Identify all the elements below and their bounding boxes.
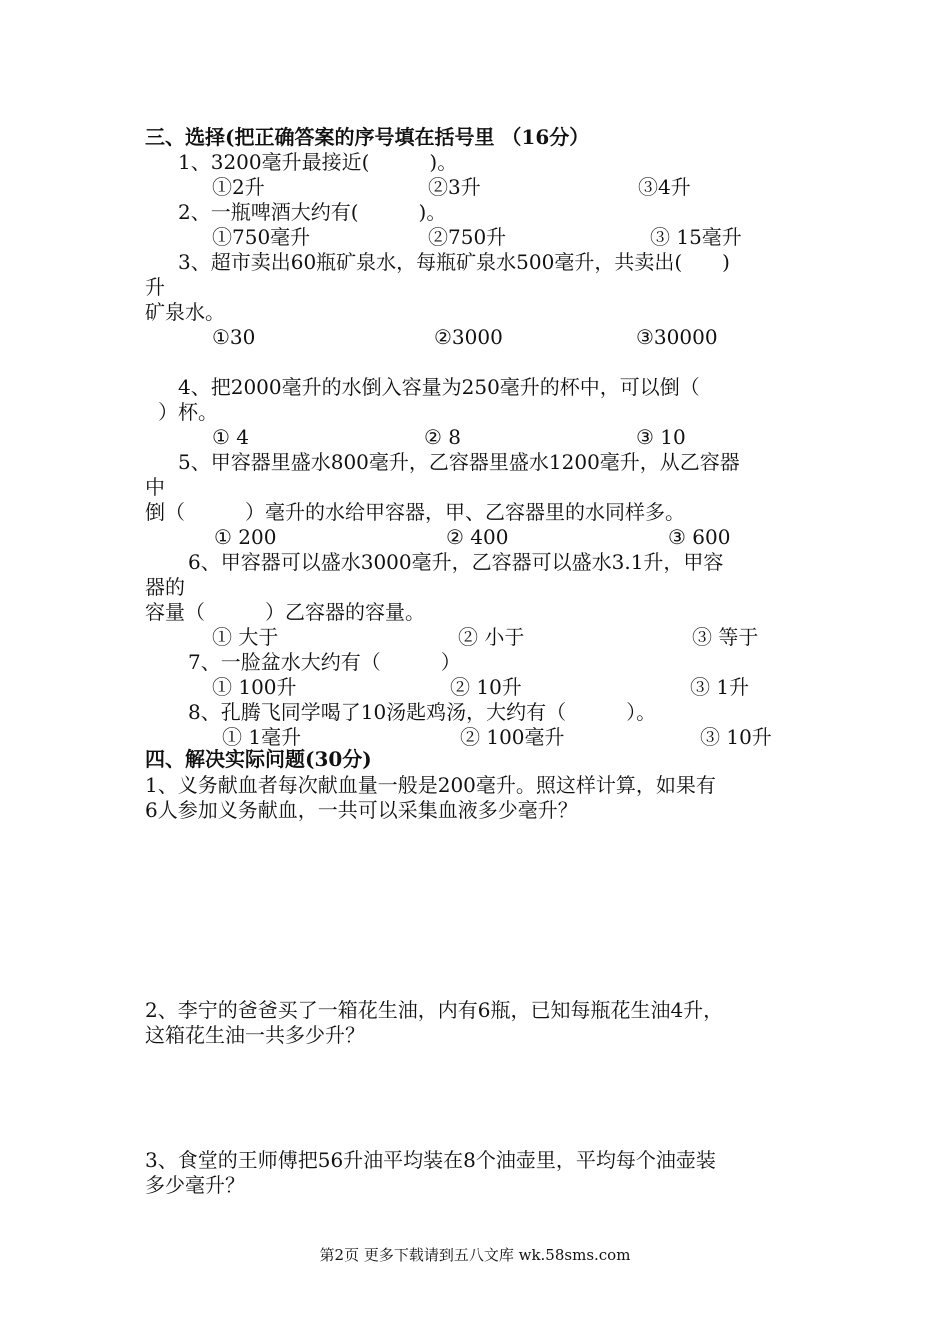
question-8-option-1: ① 1毫升	[222, 725, 302, 749]
question-7-option-2: ② 10升	[450, 675, 522, 699]
page-footer: 第2页 更多下载请到五八文库 wk.58sms.com	[319, 1246, 631, 1264]
question-4-option-2: ② 8	[424, 425, 462, 449]
question-7-stem: 7、一脸盆水大约有（ ）	[188, 650, 461, 674]
problem-2-line-1: 2、李宁的爸爸买了一箱花生油，内有6瓶，已知每瓶花生油4升，	[145, 998, 724, 1022]
question-4-option-1: ① 4	[212, 425, 250, 449]
question-4-line-1: 4、把2000毫升的水倒入容量为250毫升的杯中，可以倒（	[178, 375, 700, 399]
question-3-option-1: ①30	[212, 325, 256, 349]
question-4-option-3: ③ 10	[636, 425, 686, 449]
question-6-option-3: ③ 等于	[692, 625, 759, 649]
question-3-line-2: 升	[145, 275, 165, 299]
problem-3-line-2: 多少毫升？	[145, 1173, 245, 1197]
question-1-option-3: ③4升	[638, 175, 691, 199]
question-4-line-2: ）杯。	[158, 400, 218, 424]
question-3-option-3: ③30000	[636, 325, 718, 349]
question-3-line-3: 矿泉水。	[145, 300, 225, 324]
question-1-option-1: ①2升	[212, 175, 265, 199]
question-8-stem: 8、孔腾飞同学喝了10汤匙鸡汤，大约有（ ）。	[188, 700, 657, 724]
question-6-line-3: 容量（ ）乙容器的容量。	[145, 600, 425, 624]
question-6-option-2: ② 小于	[458, 625, 525, 649]
problem-1-line-2: 6人参加义务献血，一共可以采集血液多少毫升？	[145, 798, 578, 822]
problem-1-line-1: 1、义务献血者每次献血量一般是200毫升。照这样计算，如果有	[145, 773, 716, 797]
problem-3-line-1: 3、食堂的王师傅把56升油平均装在8个油壶里，平均每个油壶装	[145, 1148, 716, 1172]
question-7-option-3: ③ 1升	[690, 675, 750, 699]
question-3-line-1: 3、超市卖出60瓶矿泉水，每瓶矿泉水500毫升，共卖出( )	[178, 250, 730, 274]
question-5-line-2: 中	[145, 475, 165, 499]
question-1-stem: 1、3200毫升最接近( )。	[178, 150, 458, 174]
question-7-option-1: ① 100升	[212, 675, 297, 699]
problem-2-line-2: 这箱花生油一共多少升？	[145, 1023, 365, 1047]
question-5-line-3: 倒（ ）毫升的水给甲容器，甲、乙容器里的水同样多。	[145, 500, 685, 524]
question-6-line-2: 器的	[145, 575, 185, 599]
question-2-stem: 2、一瓶啤酒大约有( )。	[178, 200, 447, 224]
question-8-option-3: ③ 10升	[700, 725, 772, 749]
question-5-option-2: ② 400	[446, 525, 509, 549]
question-8-option-2: ② 100毫升	[460, 725, 565, 749]
question-2-option-1: ①750毫升	[212, 225, 311, 249]
question-5-line-1: 5、甲容器里盛水800毫升，乙容器里盛水1200毫升，从乙容器	[178, 450, 740, 474]
section-3-heading: 三、选择(把正确答案的序号填在括号里 （16分）	[145, 125, 590, 149]
question-3-option-2: ②3000	[434, 325, 503, 349]
question-6-option-1: ① 大于	[212, 625, 279, 649]
section-4-heading: 四、解决实际问题(30分)	[145, 747, 372, 771]
question-5-option-1: ① 200	[214, 525, 277, 549]
question-1-option-2: ②3升	[428, 175, 481, 199]
question-5-option-3: ③ 600	[668, 525, 731, 549]
question-2-option-3: ③ 15毫升	[650, 225, 742, 249]
question-6-line-1: 6、甲容器可以盛水3000毫升，乙容器可以盛水3.1升，甲容	[188, 550, 724, 574]
question-2-option-2: ②750升	[428, 225, 507, 249]
